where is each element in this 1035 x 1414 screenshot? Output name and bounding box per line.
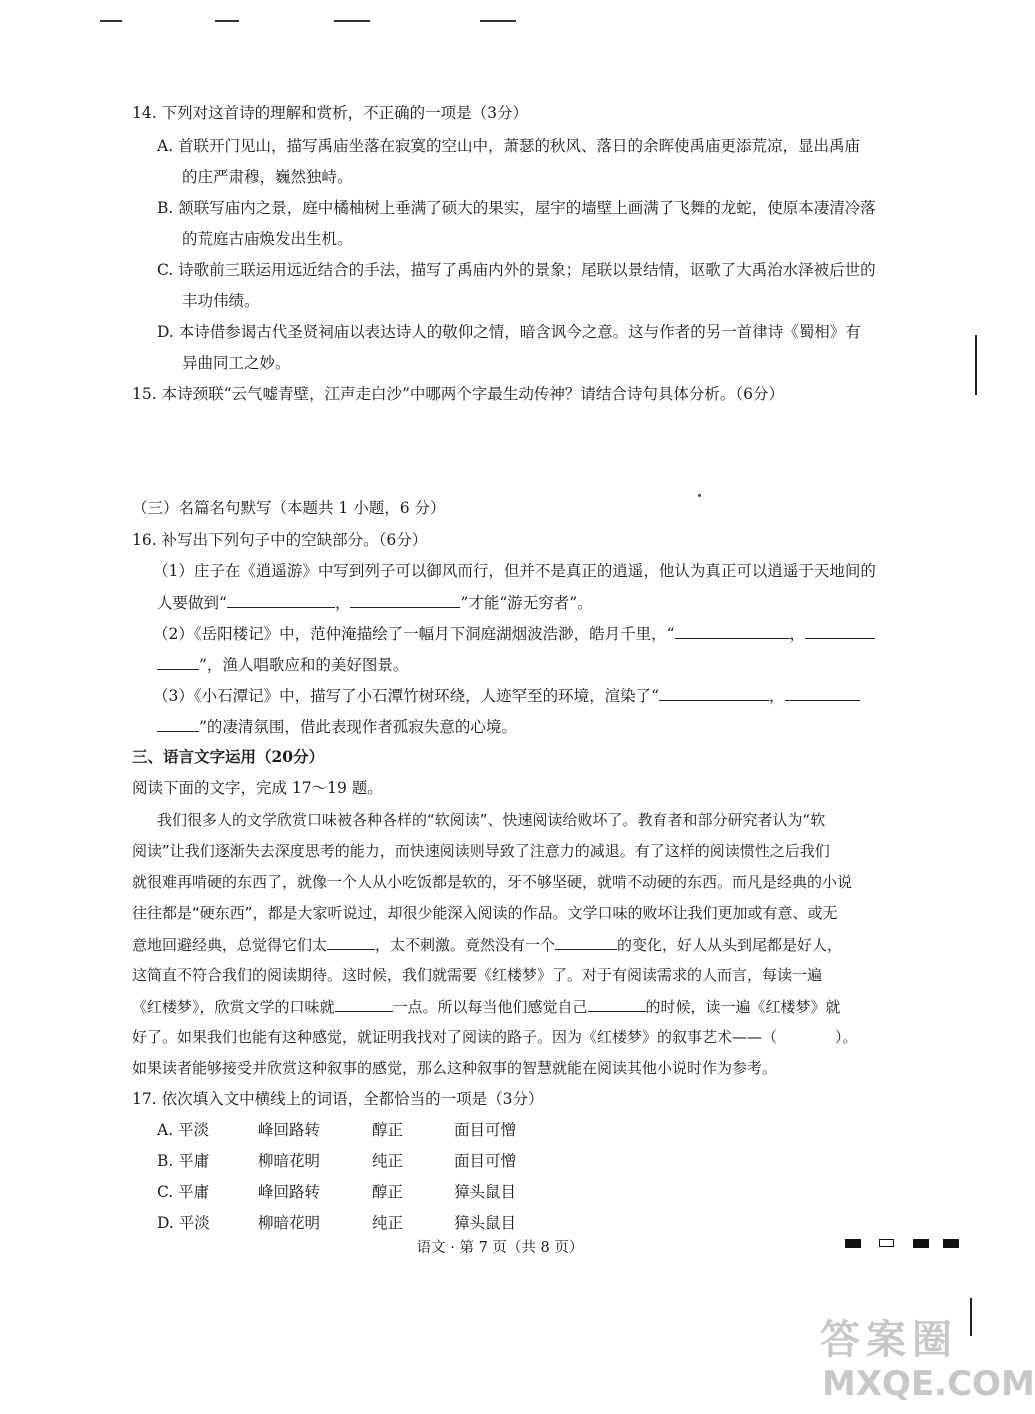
passage-blank-1[interactable] <box>327 933 375 950</box>
page-footer: 语文 · 第 7 页（共 8 页） <box>416 1240 584 1256</box>
passage-line-6: 这简直不符合我们的阅读期待。这时候，我们就需要《红楼梦》了。对于有阅读需求的人而言，每读一遍 <box>132 966 823 984</box>
q17-a-word-4: 面目可憎 <box>454 1121 517 1139</box>
q16-2-comma: ， <box>789 625 806 643</box>
q16-2-blank-1[interactable] <box>675 622 790 639</box>
passage-line-1: 我们很多人的文学欣赏口味被各种各样的“软阅读”、快速阅读给败坏了。教育者和部分研究者认为“软 <box>157 811 826 829</box>
watermark-url: MXQE.COM <box>822 1364 1035 1404</box>
passage-line-7 <box>132 995 841 1018</box>
q16-2-blank-2[interactable] <box>805 622 875 639</box>
q16-item-3-cont <box>157 715 517 738</box>
passage-8-part-a: 好了。如果我们也能有这种感觉，就证明我找对了阅读的路子。因为《红楼梦》的叙事艺术——（ <box>132 1028 778 1046</box>
passage-line-8 <box>132 1026 858 1048</box>
q17-stem: 17. 依次填入文中横线上的词语，全都恰当的一项是（3分） <box>132 1090 544 1108</box>
scan-edge-line <box>975 335 977 395</box>
q16-1-text-post: ”才能“游无穷者”。 <box>460 594 593 612</box>
passage-line-2: 阅读”让我们逐渐失去深度思考的能力，而快速阅读则导致了注意力的减退。有了这样的阅读惯性之后我们 <box>132 842 830 860</box>
q17-a-word-3: 醇正 <box>372 1121 404 1139</box>
q17-c-word-4: 獐头鼠目 <box>454 1183 517 1201</box>
q16-3-blank-2[interactable] <box>785 684 860 701</box>
section-3-title: （三）名篇名句默写（本题共 1 小题，6 分） <box>132 499 446 517</box>
q16-1-blank-1[interactable] <box>227 591 335 608</box>
passage-8-part-b: ）。 <box>835 1028 858 1046</box>
passage-7-part-c: 的时候，读一遍《红楼梦》就 <box>645 998 841 1016</box>
q17-a-word-1: A. 平淡 <box>157 1121 210 1139</box>
q17-d-word-3: 纯正 <box>372 1214 404 1232</box>
q14-option-c: C. 诗歌前三联运用远近结合的手法，描写了禹庙内外的景象；尾联以景结情，讴歌了大禹治水泽被后世的 <box>157 261 876 279</box>
q17-b-word-3: 纯正 <box>372 1152 404 1170</box>
q14-option-c-cont: 丰功伟绩。 <box>182 292 260 310</box>
q16-item-1: （1）庄子在《逍遥游》中写到列子可以御风而行，但并不是真正的逍遥，他认为真正可以逍遥于天地间的 <box>153 562 876 580</box>
passage-blank-3[interactable] <box>335 995 393 1012</box>
q17-b-word-2: 柳暗花明 <box>258 1152 321 1170</box>
q16-item-1-cont <box>157 591 593 614</box>
q16-3-blank-2-cont[interactable] <box>157 715 199 732</box>
q16-2-blank-2-cont[interactable] <box>157 653 199 670</box>
passage-7-part-b: 一点。所以每当他们感觉自己 <box>392 998 588 1016</box>
q16-3-comma: ， <box>769 687 785 705</box>
q16-stem: 16. 补写出下列句子中的空缺部分。（6分） <box>132 531 428 549</box>
passage-line-4: 往往都是“硬东西”，都是大家听说过，却很少能深入阅读的作品。文学口味的败坏让我们更加或有意、或无 <box>132 904 838 922</box>
scan-speck <box>698 494 701 497</box>
question-15: 15. 本诗颈联“云气嘘青壁，江声走白沙”中哪两个字最生动传神？请结合诗句具体分析。（6分） <box>132 385 785 403</box>
hollow-block-mark <box>879 1239 894 1247</box>
passage-5-part-b: ，太不刺激。竟然没有一个 <box>375 936 556 954</box>
passage-line-5 <box>132 933 842 956</box>
q17-d-word-4: 獐头鼠目 <box>454 1214 517 1232</box>
q16-1-comma: ， <box>334 594 351 612</box>
passage-line-9: 如果读者能够接受并欣赏这种叙事的感觉，那么这种叙事的智慧就能在阅读其他小说时作为参考。 <box>132 1059 778 1077</box>
q14-option-b-cont: 的荒庭古庙焕发出生机。 <box>182 230 353 248</box>
q17-b-word-1: B. 平庸 <box>157 1152 210 1170</box>
q16-3-text-post: ”的凄清氛围，借此表现作者孤寂失意的心境。 <box>199 718 517 736</box>
q16-1-blank-2[interactable] <box>350 591 460 608</box>
q14-stem: 14. 下列对这首诗的理解和赏析，不正确的一项是（3分） <box>132 104 528 122</box>
q17-c-word-3: 醇正 <box>372 1183 404 1201</box>
q17-d-word-2: 柳暗花明 <box>258 1214 321 1232</box>
q16-3-blank-1[interactable] <box>659 684 769 701</box>
part-3-title: 三、语言文字运用（20分） <box>132 747 325 766</box>
watermark-brand: 答案圈 <box>820 1317 958 1363</box>
q16-item-2-cont <box>157 653 408 676</box>
q16-3-text-pre: （3）《小石潭记》中，描写了小石潭竹树环绕，人迹罕至的环境，渲染了“ <box>153 687 660 705</box>
passage-5-part-a: 意地回避经典，总觉得它们太 <box>132 936 328 954</box>
black-block-mark <box>943 1239 959 1248</box>
black-block-mark <box>913 1239 929 1248</box>
q14-option-d-cont: 异曲同工之妙。 <box>182 354 291 372</box>
passage-line-3: 就很难再啃硬的东西了，就像一个人从小吃饭都是软的，牙不够坚硬，就啃不动硬的东西。而凡是经典的小说 <box>132 873 853 891</box>
q16-2-text-post: ”，渔人唱歌应和的美好图景。 <box>199 656 409 674</box>
q14-option-a-cont: 的庄严肃穆，巍然独峙。 <box>182 168 353 186</box>
watermark-logo <box>812 1308 1035 1408</box>
passage-7-part-a: 《红楼梦》，欣赏文学的口味就 <box>132 998 335 1016</box>
q17-a-word-2: 峰回路转 <box>258 1121 321 1139</box>
black-block-mark <box>845 1239 861 1248</box>
q14-option-d: D. 本诗借参谒古代圣贤祠庙以表达诗人的敬仰之情，暗含讽今之意。这与作者的另一首律诗《蜀相》有 <box>157 323 861 341</box>
q14-option-a: A. 首联开门见山，描写禹庙坐落在寂寞的空山中，萧瑟的秋风、落日的余晖使禹庙更添荒凉，显出禹庙 <box>157 137 861 155</box>
passage-blank-4[interactable] <box>588 995 646 1012</box>
q16-item-3 <box>153 684 860 707</box>
q16-1-text-pre: 人要做到“ <box>157 594 227 612</box>
passage-5-part-c: 的变化，好人从头到尾都是好人， <box>617 936 843 954</box>
part-3-instruction: 阅读下面的文字，完成 17～19 题。 <box>132 779 383 797</box>
q16-2-text-pre: （2）《岳阳楼记》中，范仲淹描绘了一幅月下洞庭湖烟波浩渺，皓月千里，“ <box>153 625 675 643</box>
passage-blank-2[interactable] <box>555 933 617 950</box>
q17-c-word-2: 峰回路转 <box>258 1183 321 1201</box>
q16-item-2 <box>153 622 875 645</box>
q17-d-word-1: D. 平淡 <box>157 1214 210 1232</box>
q17-c-word-1: C. 平庸 <box>157 1183 210 1201</box>
q14-option-b: B. 颔联写庙内之景，庭中橘柚树上垂满了硕大的果实，屋宇的墙壁上画满了飞舞的龙蛇，使原本凄清冷落 <box>157 199 876 217</box>
q17-b-word-4: 面目可憎 <box>454 1152 517 1170</box>
